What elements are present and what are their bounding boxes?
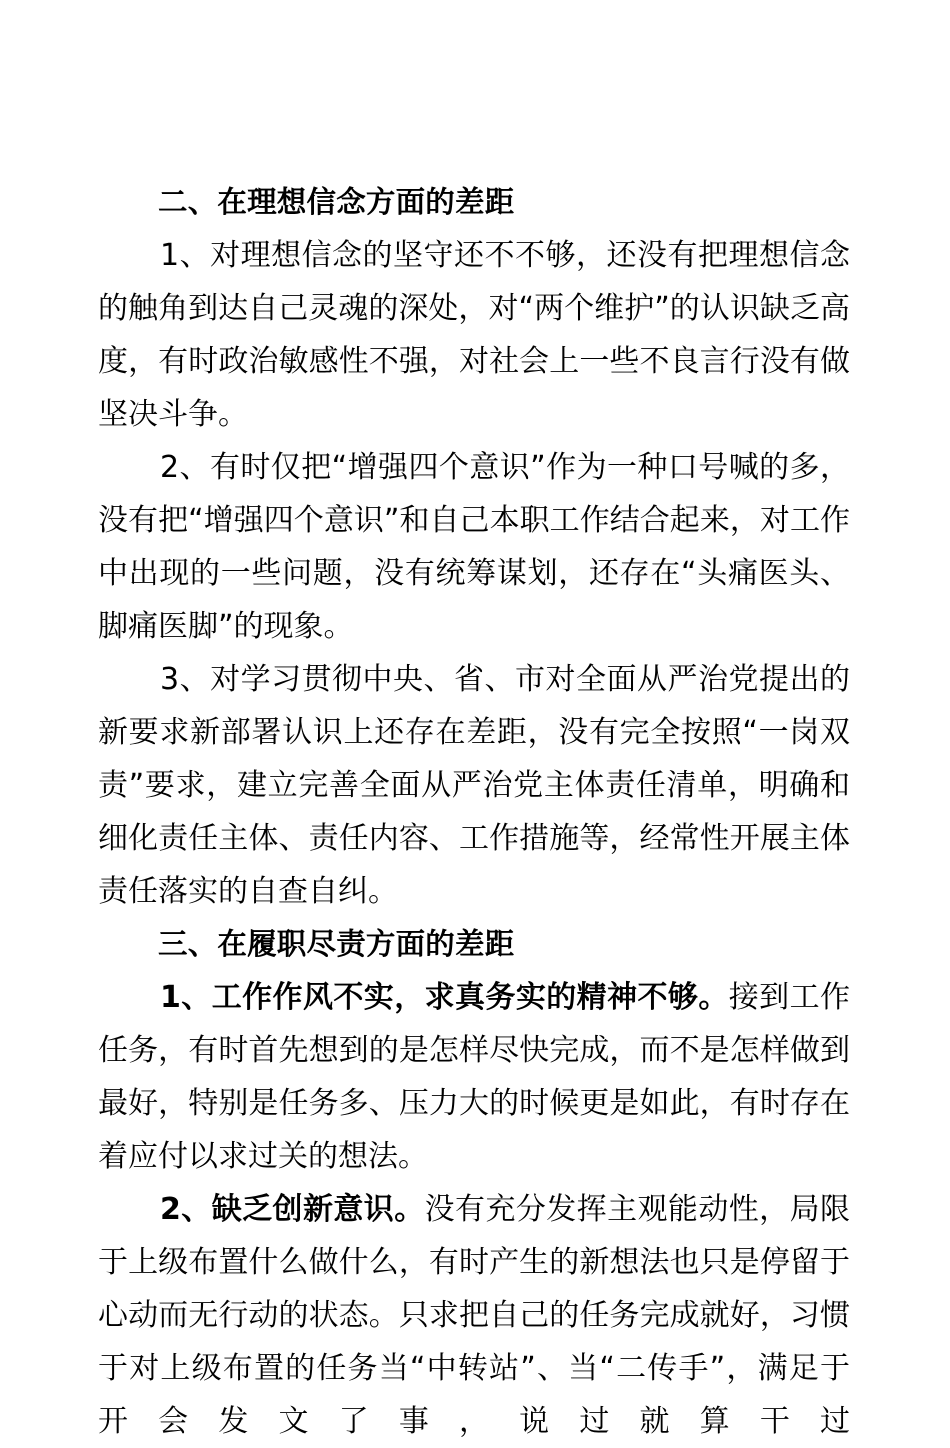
paragraph-3-1-lead: 1、工作作风不实，求真务实的精神不够。 xyxy=(160,980,729,1015)
paragraph-3-2 xyxy=(98,1183,850,1448)
paragraph-3-1-text: 接到工作任务，有时首先想到的是怎样尽快完成，而不是怎样做到最好，特别是任务多、压力大的时候更是如此，有时存在着应付以求过关的想法。 xyxy=(98,980,851,1174)
paragraph-3-1 xyxy=(98,971,850,1183)
paragraph-3-2-lead: 2、缺乏创新意识。 xyxy=(160,1192,425,1227)
document-body xyxy=(98,176,850,1448)
paragraph-2-1: 1、对理想信念的坚守还不不够，还没有把理想信念的触角到达自己灵魂的深处，对“两个维护”的认识缺乏高度，有时政治敏感性不强，对社会上一些不良言行没有做坚决斗争。 xyxy=(98,238,850,432)
paragraph-3-2-text: 没有充分发挥主观能动性，局限于上级布置什么做什么，有时产生的新想法也只是停留于心动而无行动的状态。只求把自己的任务完成就好，习惯于对上级布置的任务当“中转站”、当“二传手”，满足于开会发文了事，说过就算干过 xyxy=(98,1192,851,1439)
paragraph-2-2: 2、有时仅把“增强四个意识”作为一种口号喊的多，没有把“增强四个意识”和自己本职工作结合起来，对工作中出现的一些问题，没有统筹谋划，还存在“头痛医头、脚痛医脚”的现象。 xyxy=(98,450,850,644)
paragraph-2-3: 3、对学习贯彻中央、省、市对全面从严治党提出的新要求新部署认识上还存在差距，没有完全按照“一岗双责”要求，建立完善全面从严治党主体责任清单，明确和细化责任主体、责任内容、工作措施等，经常性开展主体责任落实的自查自纠。 xyxy=(98,662,850,909)
section-heading-three: 三、在履职尽责方面的差距 xyxy=(158,927,515,961)
section-heading-two: 二、在理想信念方面的差距 xyxy=(158,185,515,219)
